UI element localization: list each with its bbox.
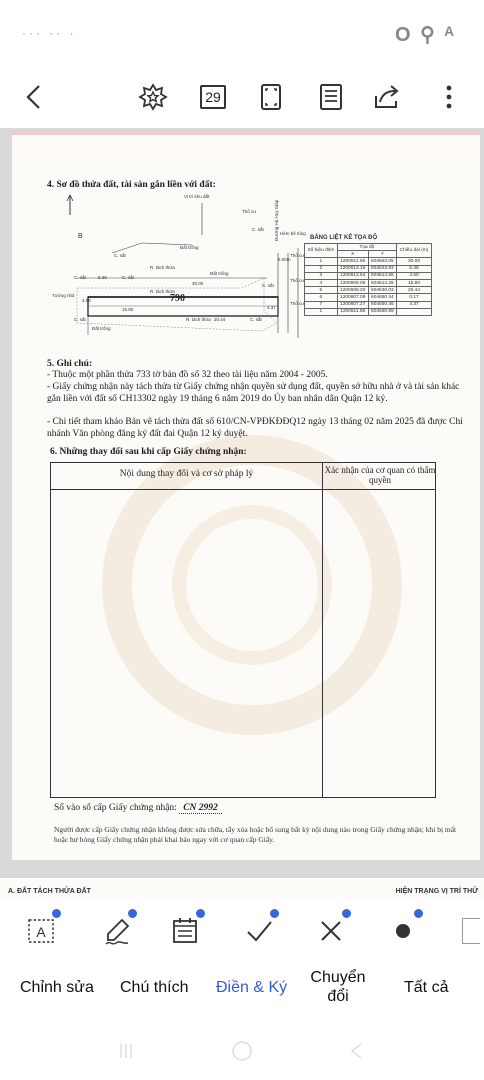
share-button[interactable] bbox=[370, 80, 404, 114]
plan-label-dat-trong-1: Đất trống bbox=[180, 245, 199, 250]
table-row bbox=[305, 287, 432, 294]
cell: 5.38 bbox=[397, 265, 432, 272]
cell: 604614.25 bbox=[368, 279, 396, 286]
section-5-title: 5. Ghi chú: bbox=[47, 359, 93, 369]
cell: 4 bbox=[305, 279, 338, 286]
plan-label-tuong: Tường nhà bbox=[52, 293, 75, 298]
tool-badge bbox=[51, 908, 62, 919]
changes-table-divider bbox=[322, 463, 323, 797]
cell: 6 bbox=[305, 294, 338, 301]
bottom-tabs bbox=[0, 962, 484, 1022]
pen-sign-icon bbox=[102, 916, 132, 946]
cell: 604653.05 bbox=[368, 258, 396, 265]
plan-label-c-sat-d: C. sắt bbox=[122, 275, 134, 280]
plan-label-r-tach-2: R. tách thửa bbox=[150, 289, 175, 294]
changes-table bbox=[50, 462, 436, 798]
tool-badge bbox=[195, 908, 206, 919]
changes-table-header-line bbox=[51, 489, 435, 490]
share-icon bbox=[372, 82, 402, 112]
plan-label-tho-cu-top: Thổ cư bbox=[242, 209, 257, 214]
signature-tool[interactable] bbox=[98, 912, 136, 950]
section-4-title: 4. Sơ đồ thửa đất, tài sản gắn liền với đất: bbox=[47, 180, 216, 190]
plan-label-c-sat-1: C. sắt bbox=[114, 253, 126, 258]
cell: 1200613.54 bbox=[337, 272, 368, 279]
bookmark-button[interactable] bbox=[136, 80, 170, 114]
next-page-right-text: HIỆN TRẠNG VỊ TRÍ THỬ bbox=[395, 888, 478, 895]
tool-badge bbox=[127, 908, 138, 919]
cell: 4.37 bbox=[397, 301, 432, 308]
coordinate-table bbox=[302, 235, 452, 316]
plan-dim-6m: 6.00m bbox=[278, 257, 291, 262]
form-fill-icon bbox=[170, 916, 200, 946]
plan-dim-15-80: 15.80 bbox=[122, 307, 134, 312]
tool-badge bbox=[413, 908, 424, 919]
coord-head-y: Y bbox=[368, 251, 396, 258]
cell: 1200607.09 bbox=[337, 294, 368, 301]
cell: 1200609.05 bbox=[337, 279, 368, 286]
top-toolbar bbox=[0, 66, 484, 128]
cell: 1200607.27 bbox=[337, 301, 368, 308]
dot-icon bbox=[388, 916, 418, 946]
more-tools-edge[interactable] bbox=[462, 918, 480, 944]
coord-head-x: X bbox=[337, 251, 368, 258]
table-row bbox=[305, 301, 432, 308]
cell: 604650.44 bbox=[368, 294, 396, 301]
system-nav-bar bbox=[0, 1022, 484, 1080]
chevron-left-icon bbox=[20, 82, 50, 112]
fine-print: Người được cấp Giấy chứng nhận không được sửa chữa, tẩy xóa hoặc bổ sung bất kỳ nội dung nào trong Giấy chứng nhận; khi bị mất hoặc hư hỏng Giấy chứng nhận phải khai báo ngay với cơ quan cấp Giấy. bbox=[54, 825, 457, 844]
checkmark-tool[interactable] bbox=[240, 912, 278, 950]
cell: 7 bbox=[305, 301, 338, 308]
next-page-preview bbox=[0, 880, 484, 900]
plan-dim-4-50: 4.50 bbox=[82, 298, 91, 303]
cell: 20.44 bbox=[397, 287, 432, 294]
cell: 15.80 bbox=[397, 279, 432, 286]
tab-fill-sign[interactable]: Điền & Ký bbox=[216, 979, 288, 996]
tool-badge bbox=[341, 908, 352, 919]
home-icon bbox=[230, 1039, 254, 1063]
tab-edit[interactable]: Chỉnh sửa bbox=[20, 979, 94, 996]
cell: 2 bbox=[305, 265, 338, 272]
plan-label-r-tach-1: R. tách thửa bbox=[150, 265, 175, 270]
star-badge-icon bbox=[138, 82, 168, 112]
note-1: - Thuộc một phần thửa 733 tờ bản đồ số 32 theo tài liệu năm 2004 - 2005. bbox=[47, 370, 328, 380]
plan-label-c-sat-6: C. sắt bbox=[250, 317, 262, 322]
cell: 604650.89 bbox=[368, 308, 396, 315]
table-row bbox=[305, 272, 432, 279]
reader-icon bbox=[316, 82, 346, 112]
table-row bbox=[305, 308, 432, 315]
cell: 1 bbox=[305, 258, 338, 265]
plan-dim-30: 30.00 bbox=[192, 281, 204, 286]
status-right-icons: O ⚲ ᴬ bbox=[394, 24, 456, 46]
text-box-tool[interactable] bbox=[22, 912, 60, 950]
page-count-button[interactable]: 29 bbox=[200, 85, 226, 109]
cell: 3 bbox=[305, 272, 338, 279]
cell: 604614.55 bbox=[368, 272, 396, 279]
next-page-left-text: A. ĐẤT TÁCH THỬA ĐẤT bbox=[8, 888, 91, 895]
recents-icon bbox=[116, 1040, 138, 1062]
plan-label-tho-cu-3: Thổ cư bbox=[290, 301, 305, 306]
nav-recents-button[interactable] bbox=[114, 1038, 140, 1064]
coord-head-coord: Tọa độ bbox=[337, 244, 396, 251]
parcel-number: 790 bbox=[170, 293, 185, 304]
nav-home-button[interactable] bbox=[229, 1038, 255, 1064]
cell bbox=[397, 308, 432, 315]
plan-label-c-sat-2: C. sắt bbox=[252, 227, 264, 232]
document-viewer[interactable] bbox=[0, 128, 484, 895]
tab-comment[interactable]: Chú thích bbox=[120, 979, 189, 996]
coord-head-point: Số hiệu đỉnh bbox=[305, 244, 338, 258]
plan-label-tho-cu-1: Thổ cư bbox=[290, 278, 305, 283]
cell: 1200608.20 bbox=[337, 287, 368, 294]
cell: 1 bbox=[305, 308, 338, 315]
dot-tool[interactable] bbox=[384, 912, 422, 950]
note-3: - Chi tiết tham khảo Bản vẽ tách thửa đất số 610/CN-VPĐKĐĐQ12 ngày 13 tháng 02 năm 2025 đã được Chi nhánh Văn phòng đăng ký đất đai Quận 12 ký duyệt. bbox=[47, 417, 463, 439]
coordinate-table-title: BẢNG LIỆT KÊ TỌA ĐỘ bbox=[310, 235, 378, 241]
changes-head-left: Nội dung thay đổi và cơ sở pháp lý bbox=[119, 469, 254, 479]
plan-label-dat-trong-2: Đất trống bbox=[210, 271, 229, 276]
plan-label-c-sat-5: C. sắt bbox=[74, 317, 86, 322]
register-label: Số vào sổ cấp Giấy chứng nhận: bbox=[54, 803, 177, 813]
form-fill-tool[interactable] bbox=[166, 912, 204, 950]
cell: 1200611.58 bbox=[337, 258, 368, 265]
status-left-text: ··· ·· · bbox=[22, 26, 77, 40]
back-button[interactable] bbox=[18, 80, 52, 114]
register-line bbox=[54, 803, 222, 813]
plan-label-c-sat-4: C. sắt bbox=[262, 283, 274, 288]
table-row bbox=[305, 265, 432, 272]
cell: 604623.93 bbox=[368, 265, 396, 272]
plan-label-tho-cu-2: Thổ cư bbox=[290, 253, 305, 258]
cell: 604630.03 bbox=[368, 287, 396, 294]
back-triangle-icon bbox=[346, 1040, 368, 1062]
table-row bbox=[305, 279, 432, 286]
document-page bbox=[12, 130, 480, 860]
land-plot-diagram bbox=[52, 193, 306, 343]
cross-icon bbox=[316, 916, 346, 946]
fullscreen-icon bbox=[256, 82, 286, 112]
cross-tool[interactable] bbox=[312, 912, 350, 950]
coord-head-length: Chiều dài (m) bbox=[397, 244, 432, 258]
cell: 30.00 bbox=[397, 258, 432, 265]
cell: 1200611.58 bbox=[337, 308, 368, 315]
plan-label-hem: Hẻm bê tông bbox=[280, 231, 306, 236]
plan-label-duong: Đường Hà Huy Giáp bbox=[274, 199, 279, 241]
plan-label-c-sat-3: C. sắt bbox=[74, 275, 86, 280]
table-row bbox=[305, 294, 432, 301]
tool-badge bbox=[269, 908, 280, 919]
text-box-icon bbox=[26, 916, 56, 946]
cell: 0.17 bbox=[397, 294, 432, 301]
cell: 604650.46 bbox=[368, 301, 396, 308]
plan-label-b: B bbox=[78, 233, 83, 240]
table-row bbox=[305, 258, 432, 265]
plan-dim-4-37: 4.37 bbox=[267, 305, 276, 310]
fullscreen-button[interactable] bbox=[254, 80, 288, 114]
plan-label-vi-tri: Vị trí khu đất bbox=[184, 194, 210, 199]
more-vertical-icon bbox=[434, 82, 464, 112]
reader-mode-button[interactable] bbox=[314, 80, 348, 114]
tab-all[interactable]: Tất cả bbox=[404, 979, 449, 996]
tab-convert[interactable]: Chuyển đổi bbox=[310, 969, 366, 1005]
cell: 5 bbox=[305, 287, 338, 294]
checkmark-icon bbox=[244, 916, 274, 946]
cell: 4.50 bbox=[397, 272, 432, 279]
cell: 1200613.19 bbox=[337, 265, 368, 272]
plan-label-r-tach-3: R. tách thửa bbox=[186, 317, 211, 322]
nav-back-button[interactable] bbox=[344, 1038, 370, 1064]
changes-head-right: Xác nhận của cơ quan có thẩm quyền bbox=[324, 465, 436, 485]
svg-text:A: A bbox=[36, 924, 46, 940]
plan-dim-5-38: 5.38 bbox=[98, 275, 107, 280]
register-number: CN 2992 bbox=[179, 803, 222, 814]
note-2: - Giấy chứng nhận này tách thửa từ Giấy chứng nhận quyền sử dụng đất, quyền sở hữu nhà ở và tài sản khác gắn liền với đất số CH13302 ngày 19 tháng 6 năm 2019 do Ủy ban nhân dân Quận 12 ký. bbox=[47, 382, 460, 404]
status-bar bbox=[0, 0, 484, 64]
plan-dim-20-44: 20.44 bbox=[214, 317, 226, 322]
plan-label-dat-trong-3: Đất trống bbox=[92, 326, 111, 331]
more-options-button[interactable] bbox=[432, 80, 466, 114]
fill-sign-tools bbox=[0, 898, 484, 960]
section-6-title: 6. Những thay đổi sau khi cấp Giấy chứng nhận: bbox=[50, 447, 247, 457]
